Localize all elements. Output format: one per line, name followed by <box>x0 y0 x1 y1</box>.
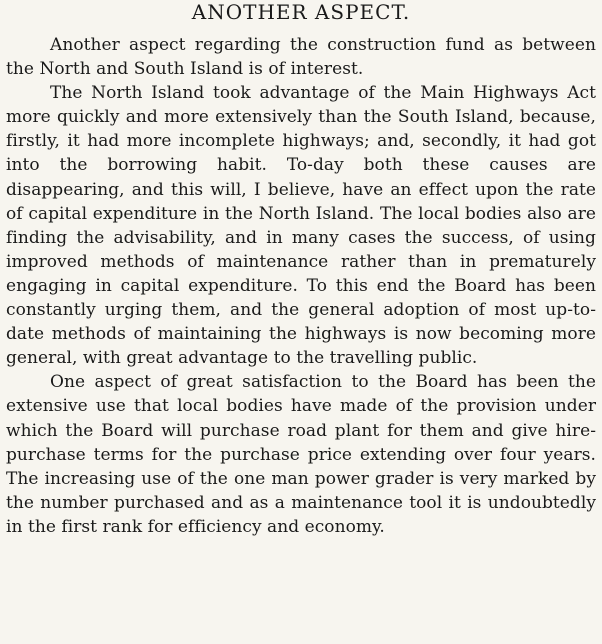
article-paragraph-2: The North Island took advantage of the Main Highways Act more quickly and more extensively than the South Island, because, firstly, it had more incomplete highways; and, secondly, it had got into the borrowing habit. To-day both these causes are disappearing, and this will, I believe, have an effect upon the rate of capital expenditure in the North Island. The local bodies also are finding the advisability, and in many cases the success, of using improved methods of maintenance rather than in prematurely engaging in capital expenditure. To this end the Board has been constantly urging them, and the general adoption of most up-to-date methods of maintaining the highways is now becoming more general, with great advantage to the travelling public. <box>6 83 596 369</box>
article-paragraph-1: Another aspect regarding the construction fund as between the North and South Island is of interest. <box>6 35 596 80</box>
article-paragraph-3: One aspect of great satisfaction to the Board has been the extensive use that local bodies have made of the provision under which the Board will purchase road plant for them and give hire-purchase terms for the purchase price extending over four years. The increasing use of the one man power grader is very marked by the number purchased and as a maintenance tool it is undoubtedly in the first rank for efficiency and economy. <box>6 372 596 537</box>
article-heading: ANOTHER ASPECT. <box>191 0 411 24</box>
